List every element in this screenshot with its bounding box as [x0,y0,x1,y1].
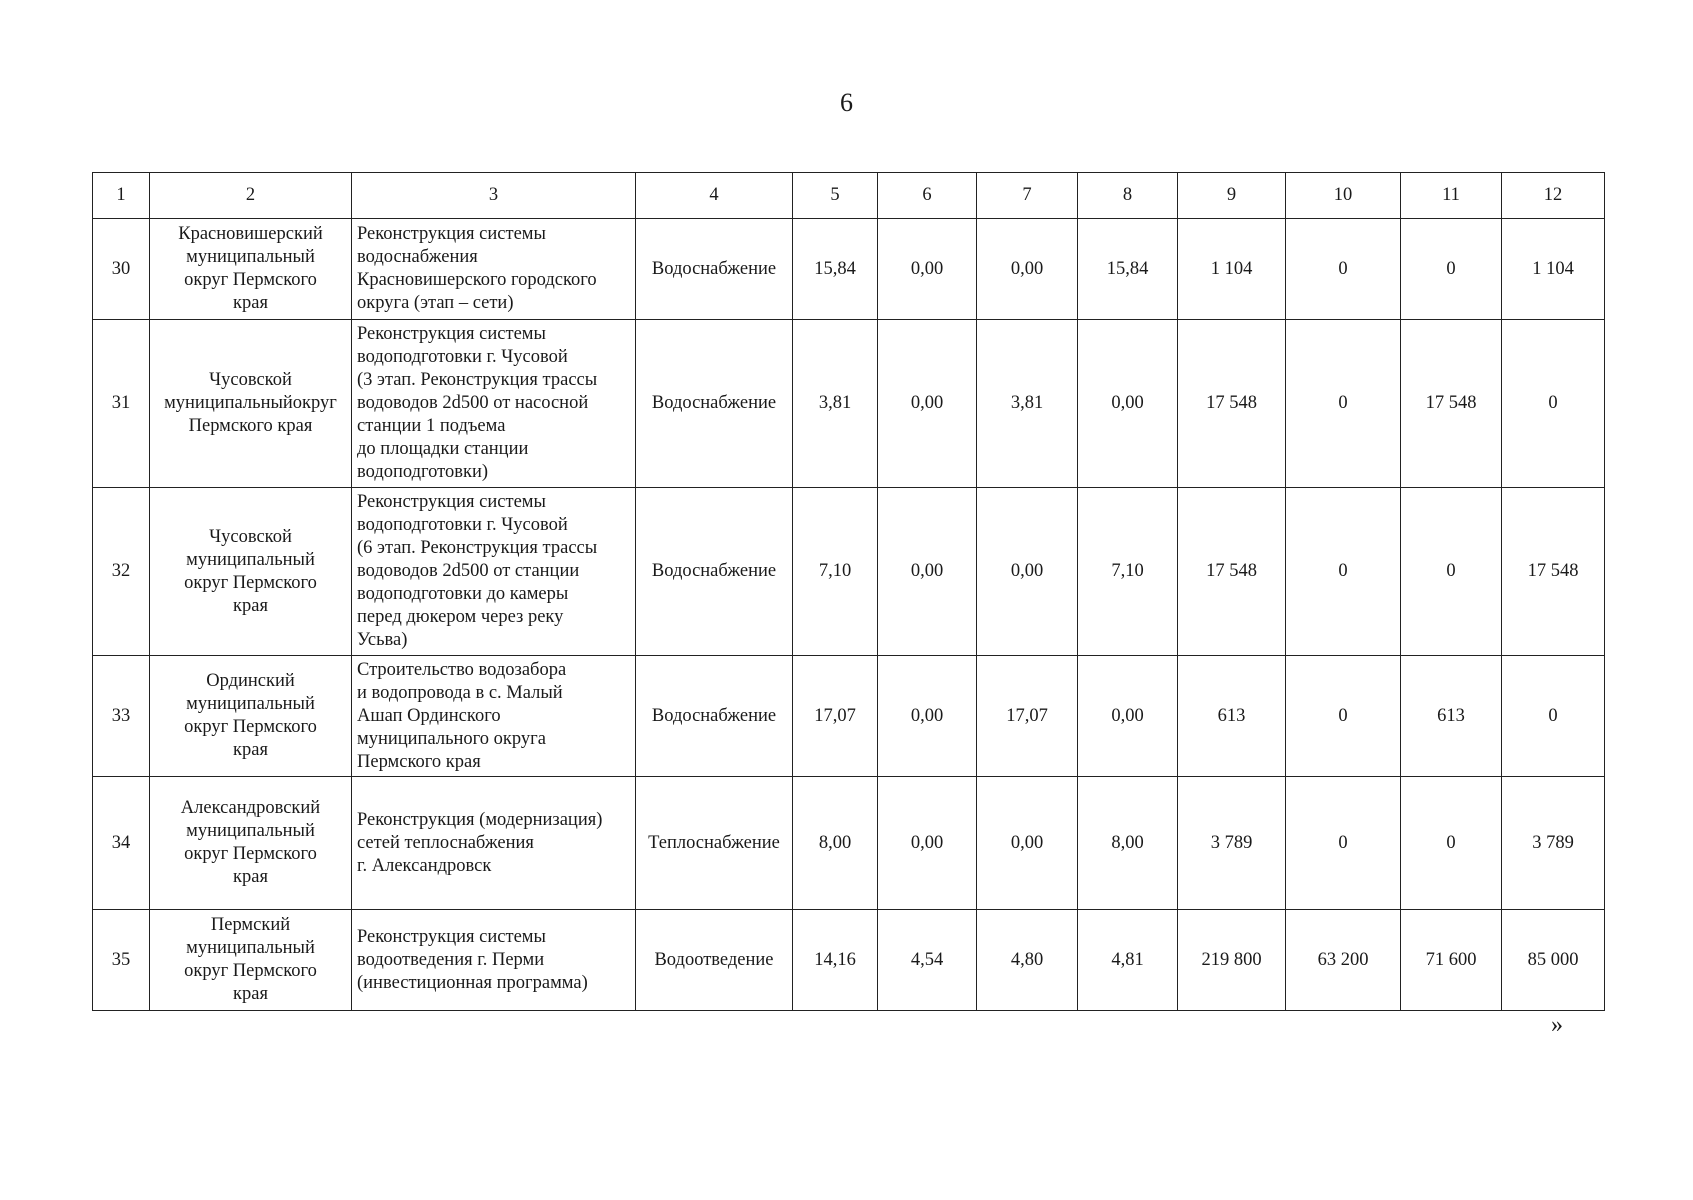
col6-cell: 0,00 [878,320,977,488]
utility-type-cell: Водоснабжение [636,488,793,656]
col12-cell: 85 000 [1502,910,1605,1011]
municipality-cell: Чусовской муниципальныйокруг Пермского края [150,320,352,488]
col10-cell: 0 [1286,320,1401,488]
col9-cell: 613 [1178,656,1286,777]
header-cell-10: 10 [1286,173,1401,219]
col12-cell: 0 [1502,320,1605,488]
col8-cell: 0,00 [1078,656,1178,777]
header-cell-5: 5 [793,173,878,219]
header-cell-2: 2 [150,173,352,219]
row-number: 33 [93,656,150,777]
utility-type-cell: Водоснабжение [636,656,793,777]
work-description-cell: Реконструкция (модернизация) сетей теплоснабжения г. Александровск [352,777,636,910]
col5-cell: 14,16 [793,910,878,1011]
col12-cell: 0 [1502,656,1605,777]
col11-cell: 0 [1401,488,1502,656]
row-number: 35 [93,910,150,1011]
col11-cell: 71 600 [1401,910,1502,1011]
utility-type-cell: Теплоснабжение [636,777,793,910]
col6-cell: 4,54 [878,910,977,1011]
work-description-cell: Реконструкция системы водоподготовки г. Чусовой (6 этап. Реконструкция трассы водоводов 2d500 от станции водоподготовки до камеры перед дюкером через реку Усьва) [352,488,636,656]
col5-cell: 17,07 [793,656,878,777]
table-row [93,219,1605,320]
municipality-cell: Чусовской муниципальный округ Пермского края [150,488,352,656]
header-cell-3: 3 [352,173,636,219]
col7-cell: 17,07 [977,656,1078,777]
utility-type-cell: Водоотведение [636,910,793,1011]
col6-cell: 0,00 [878,656,977,777]
col6-cell: 0,00 [878,488,977,656]
header-cell-8: 8 [1078,173,1178,219]
municipality-cell: Пермский муниципальный округ Пермского края [150,910,352,1011]
header-cell-11: 11 [1401,173,1502,219]
col5-cell: 3,81 [793,320,878,488]
page-number: 6 [840,88,853,117]
table-header-row [93,173,1605,219]
work-description-cell: Реконструкция системы водоснабжения Красновишерского городского округа (этап – сети) [352,219,636,320]
col9-cell: 1 104 [1178,219,1286,320]
col6-cell: 0,00 [878,777,977,910]
col8-cell: 0,00 [1078,320,1178,488]
col5-cell: 8,00 [793,777,878,910]
col7-cell: 3,81 [977,320,1078,488]
col8-cell: 15,84 [1078,219,1178,320]
col5-cell: 15,84 [793,219,878,320]
utility-type-cell: Водоснабжение [636,320,793,488]
col10-cell: 0 [1286,488,1401,656]
col11-cell: 0 [1401,219,1502,320]
col11-cell: 0 [1401,777,1502,910]
municipality-cell: Ординский муниципальный округ Пермского края [150,656,352,777]
col12-cell: 1 104 [1502,219,1605,320]
col6-cell: 0,00 [878,219,977,320]
col10-cell: 0 [1286,777,1401,910]
col11-cell: 613 [1401,656,1502,777]
col10-cell: 0 [1286,219,1401,320]
row-number: 34 [93,777,150,910]
col7-cell: 0,00 [977,488,1078,656]
row-number: 30 [93,219,150,320]
row-number: 32 [93,488,150,656]
table-row [93,910,1605,1011]
table-row [93,656,1605,777]
table-row [93,488,1605,656]
col7-cell: 4,80 [977,910,1078,1011]
table-row [93,320,1605,488]
col9-cell: 219 800 [1178,910,1286,1011]
closing-quote: » [1551,1012,1563,1038]
col9-cell: 17 548 [1178,320,1286,488]
col10-cell: 0 [1286,656,1401,777]
work-description-cell: Строительство водозабора и водопровода в с. Малый Ашап Ординского муниципального округа Пермского края [352,656,636,777]
col8-cell: 4,81 [1078,910,1178,1011]
col8-cell: 7,10 [1078,488,1178,656]
col8-cell: 8,00 [1078,777,1178,910]
col7-cell: 0,00 [977,777,1078,910]
col12-cell: 3 789 [1502,777,1605,910]
municipality-cell: Александровский муниципальный округ Пермского края [150,777,352,910]
header-cell-12: 12 [1502,173,1605,219]
col11-cell: 17 548 [1401,320,1502,488]
table-row [93,777,1605,910]
col9-cell: 17 548 [1178,488,1286,656]
col10-cell: 63 200 [1286,910,1401,1011]
col12-cell: 17 548 [1502,488,1605,656]
municipality-cell: Красновишерский муниципальный округ Пермского края [150,219,352,320]
header-cell-1: 1 [93,173,150,219]
header-cell-6: 6 [878,173,977,219]
header-cell-4: 4 [636,173,793,219]
row-number: 31 [93,320,150,488]
col9-cell: 3 789 [1178,777,1286,910]
header-cell-7: 7 [977,173,1078,219]
work-description-cell: Реконструкция системы водоподготовки г. Чусовой (3 этап. Реконструкция трассы водоводов 2d500 от насосной станции 1 подъема до площадки станции водоподготовки) [352,320,636,488]
header-cell-9: 9 [1178,173,1286,219]
utility-type-cell: Водоснабжение [636,219,793,320]
work-description-cell: Реконструкция системы водоотведения г. Перми (инвестиционная программа) [352,910,636,1011]
col7-cell: 0,00 [977,219,1078,320]
col5-cell: 7,10 [793,488,878,656]
data-table [92,172,1605,1011]
